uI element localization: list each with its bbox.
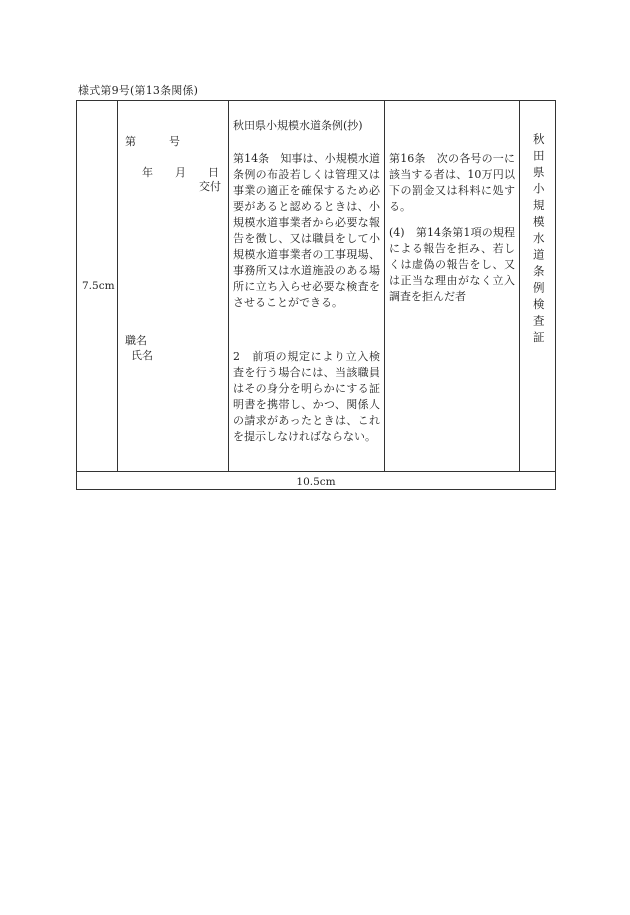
article-14-text: 第14条 知事は、小規模水道条例の布設若しくは管理又は事業の適正を確保するため必要があると認めるときは、小規模水道事業者から必要な報告を徴し、又は職員をして小規模水道事業者の工事現場、事務所又は水道施設のある場所に立ち入らせ必要な検査をさせることができる。	[233, 152, 380, 309]
article-14-paragraph-2: 2 前項の規定により立入検査を行う場合には、当該職員はその身分を明らかにする証明書を携帯し、かつ、関係人の請求があったときは、これを提示しなければならない。	[233, 350, 380, 443]
job-title-label: 職名	[125, 334, 147, 347]
article-16-item-4: (4) 第14条第1項の規程による報告を拒み、若しくは虚偽の報告をし、又は正当な理由がなく立入調査を拒んだ者	[389, 226, 515, 303]
vertical-title-column	[519, 101, 557, 471]
form-title: 様式第9号(第13条関係)	[78, 84, 199, 97]
height-dimension-label: 7.5cm	[82, 280, 115, 292]
article-16-text: 第16条 次の各号の一に該当する者は、10万円以下の罰金又は科料に処する。	[389, 152, 515, 213]
inspection-card-frame	[76, 100, 556, 490]
name-label: 氏名	[131, 349, 153, 362]
card-front-column	[117, 101, 228, 471]
height-dimension-column	[77, 101, 117, 471]
law-title: 秋田県小規模水道条例(抄)	[233, 119, 363, 132]
issued-label: 交付	[199, 180, 221, 193]
law-excerpt-column-2	[384, 101, 519, 471]
width-dimension-label: 10.5cm	[296, 476, 336, 488]
law-excerpt-column-1	[228, 101, 384, 471]
certificate-number: 第 号	[125, 135, 180, 148]
issue-date: 年 月 日	[142, 166, 219, 179]
bottom-divider	[77, 471, 555, 472]
vertical-card-title: 秋田県小規模水道条例検査証	[531, 133, 546, 348]
